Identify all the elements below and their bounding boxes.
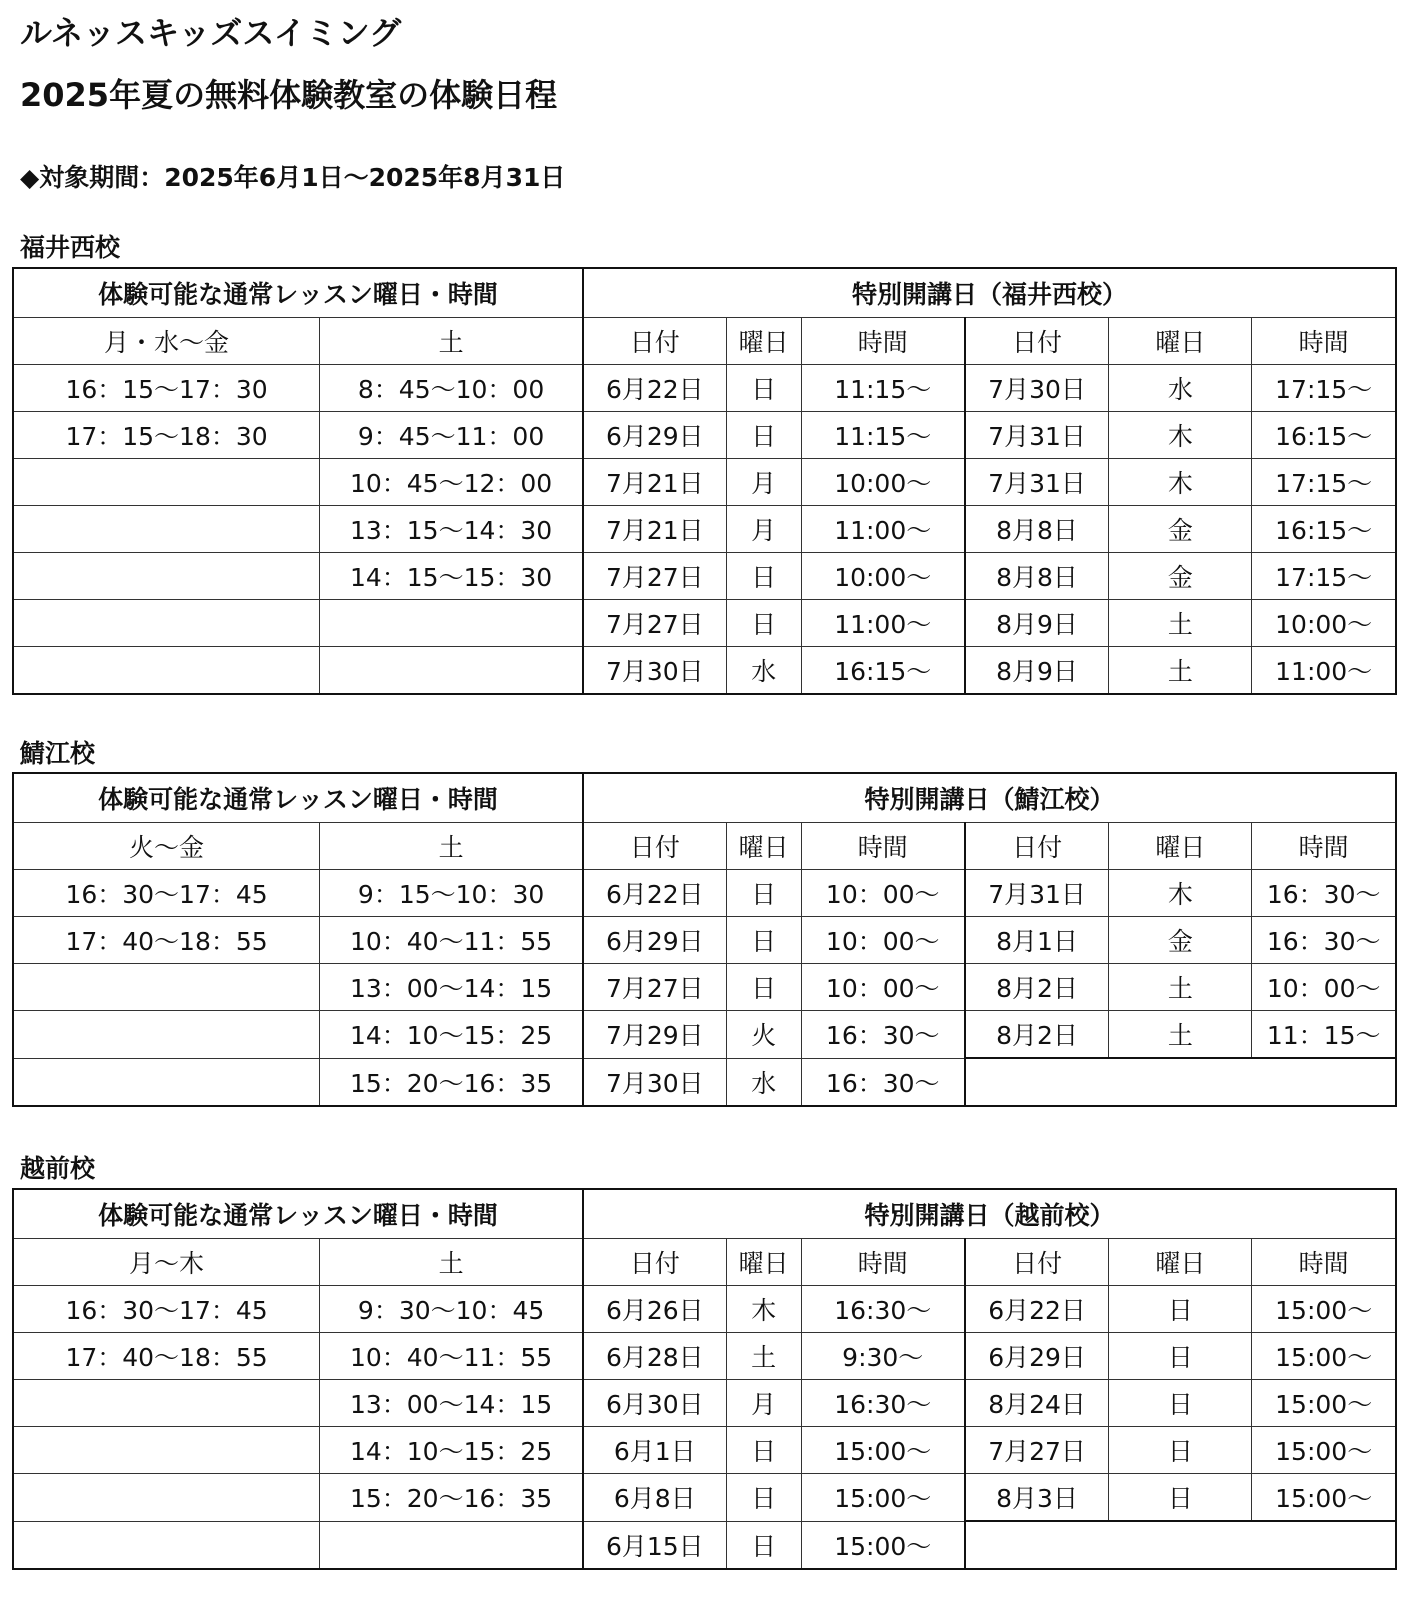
special-weekday: 日 (726, 553, 801, 600)
col-header-special-5: 時間 (1252, 318, 1396, 365)
col-header-special-5: 時間 (1252, 1239, 1396, 1286)
regular-saturday-time: 9：30～10：45 (320, 1286, 583, 1333)
special-empty-merged (965, 1058, 1396, 1106)
special-weekday: 日 (1109, 1286, 1252, 1333)
special-time: 10:00～ (801, 459, 965, 506)
schedule-table-sabae (12, 772, 1397, 1107)
regular-saturday-time: 15：20～16：35 (320, 1058, 583, 1106)
special-time: 16：30～ (801, 1011, 965, 1059)
col-header-saturday: 土 (320, 823, 583, 870)
special-weekday: 土 (726, 1333, 801, 1380)
target-period: ◆対象期間：2025年6月1日～2025年8月31日 (20, 163, 566, 192)
special-date: 7月27日 (965, 1427, 1109, 1474)
special-time: 11：15～ (1252, 1011, 1396, 1059)
special-date: 8月9日 (965, 600, 1109, 647)
special-date: 6月15日 (583, 1521, 726, 1569)
special-weekday: 火 (726, 1011, 801, 1059)
col-header-special-1: 曜日 (726, 823, 801, 870)
special-time: 15:00～ (801, 1521, 965, 1569)
special-time: 16:30～ (801, 1380, 965, 1427)
special-weekday: 月 (726, 1380, 801, 1427)
special-date: 6月8日 (583, 1474, 726, 1522)
regular-saturday-time: 14：15～15：30 (320, 553, 583, 600)
special-time: 10：00～ (801, 917, 965, 964)
special-time: 11:00～ (801, 506, 965, 553)
special-date: 7月21日 (583, 459, 726, 506)
regular-saturday-time: 10：45～12：00 (320, 459, 583, 506)
special-date: 7月21日 (583, 506, 726, 553)
regular-weekday-time (13, 1058, 320, 1106)
special-time: 15:00～ (1252, 1427, 1396, 1474)
col-header-saturday: 土 (320, 1239, 583, 1286)
special-time: 17:15～ (1252, 459, 1396, 506)
special-date: 8月9日 (965, 647, 1109, 695)
col-header-special-2: 時間 (801, 318, 965, 365)
special-days-header: 特別開講日（鯖江校） (583, 773, 1396, 823)
special-days-header: 特別開講日（福井西校） (583, 268, 1396, 318)
special-date: 6月22日 (583, 365, 726, 412)
regular-weekday-time: 17：40～18：55 (13, 1333, 320, 1380)
special-time: 15:00～ (1252, 1380, 1396, 1427)
col-header-special-5: 時間 (1252, 823, 1396, 870)
special-weekday: 木 (726, 1286, 801, 1333)
special-weekday: 日 (726, 365, 801, 412)
schedule-table-echizen (12, 1188, 1397, 1570)
special-time: 10:00～ (801, 553, 965, 600)
special-weekday: 金 (1109, 506, 1252, 553)
special-date: 6月22日 (583, 870, 726, 917)
special-time: 11:00～ (801, 600, 965, 647)
special-date: 7月31日 (965, 870, 1109, 917)
special-weekday: 日 (1109, 1427, 1252, 1474)
school-name-fukui-nishi: 福井西校 (20, 233, 121, 262)
special-date: 6月26日 (583, 1286, 726, 1333)
regular-saturday-time: 13：15～14：30 (320, 506, 583, 553)
regular-weekday-time: 17：40～18：55 (13, 917, 320, 964)
special-time: 10：00～ (1252, 964, 1396, 1011)
special-weekday: 日 (726, 870, 801, 917)
col-header-weekday: 月～木 (13, 1239, 320, 1286)
special-time: 17:15～ (1252, 553, 1396, 600)
special-weekday: 水 (726, 1058, 801, 1106)
regular-saturday-time: 14：10～15：25 (320, 1011, 583, 1059)
special-date: 6月29日 (965, 1333, 1109, 1380)
special-weekday: 日 (726, 1521, 801, 1569)
special-time: 17:15～ (1252, 365, 1396, 412)
special-time: 11:15～ (801, 412, 965, 459)
special-date: 6月30日 (583, 1380, 726, 1427)
special-date: 6月28日 (583, 1333, 726, 1380)
special-time: 16:15～ (1252, 412, 1396, 459)
col-header-saturday: 土 (320, 318, 583, 365)
regular-saturday-time: 9：15～10：30 (320, 870, 583, 917)
special-weekday: 木 (1109, 870, 1252, 917)
regular-saturday-time: 13：00～14：15 (320, 1380, 583, 1427)
col-header-special-1: 曜日 (726, 318, 801, 365)
special-weekday: 日 (726, 1474, 801, 1522)
schedule-table-fukui-nishi (12, 267, 1397, 695)
col-header-special-0: 日付 (583, 823, 726, 870)
special-time: 15:00～ (1252, 1474, 1396, 1522)
special-weekday: 日 (726, 412, 801, 459)
col-header-special-4: 曜日 (1109, 318, 1252, 365)
regular-lessons-header: 体験可能な通常レッスン曜日・時間 (13, 1189, 583, 1239)
col-header-special-2: 時間 (801, 823, 965, 870)
regular-saturday-time: 8：45～10：00 (320, 365, 583, 412)
special-weekday: 日 (1109, 1474, 1252, 1522)
special-date: 7月30日 (583, 647, 726, 695)
special-date: 7月30日 (583, 1058, 726, 1106)
special-time: 9:30～ (801, 1333, 965, 1380)
special-time: 16：30～ (801, 1058, 965, 1106)
col-header-special-2: 時間 (801, 1239, 965, 1286)
special-date: 7月27日 (583, 600, 726, 647)
regular-lessons-header: 体験可能な通常レッスン曜日・時間 (13, 773, 583, 823)
special-weekday: 日 (1109, 1380, 1252, 1427)
special-time: 16：30～ (1252, 870, 1396, 917)
special-weekday: 土 (1109, 1011, 1252, 1059)
special-date: 7月31日 (965, 459, 1109, 506)
regular-weekday-time: 17：15～18：30 (13, 412, 320, 459)
special-date: 6月29日 (583, 917, 726, 964)
regular-weekday-time (13, 1474, 320, 1522)
special-time: 11:00～ (1252, 647, 1396, 695)
special-date: 8月2日 (965, 1011, 1109, 1059)
special-time: 15:00～ (801, 1474, 965, 1522)
school-name-echizen: 越前校 (20, 1154, 96, 1183)
special-date: 7月30日 (965, 365, 1109, 412)
regular-saturday-time (320, 647, 583, 695)
special-weekday: 土 (1109, 647, 1252, 695)
col-header-special-0: 日付 (583, 318, 726, 365)
title-line-1: ルネッスキッズスイミング (20, 14, 402, 52)
special-weekday: 金 (1109, 553, 1252, 600)
special-date: 7月27日 (583, 964, 726, 1011)
special-weekday: 木 (1109, 459, 1252, 506)
special-weekday: 水 (726, 647, 801, 695)
special-time: 16：30～ (1252, 917, 1396, 964)
col-header-weekday: 月・水～金 (13, 318, 320, 365)
special-weekday: 日 (726, 1427, 801, 1474)
special-date: 6月29日 (583, 412, 726, 459)
regular-saturday-time: 10：40～11：55 (320, 917, 583, 964)
regular-saturday-time: 9：45～11：00 (320, 412, 583, 459)
special-weekday: 水 (1109, 365, 1252, 412)
special-date: 8月24日 (965, 1380, 1109, 1427)
regular-saturday-time: 15：20～16：35 (320, 1474, 583, 1522)
special-time: 16:15～ (801, 647, 965, 695)
special-weekday: 日 (726, 917, 801, 964)
special-weekday: 木 (1109, 412, 1252, 459)
special-weekday: 日 (726, 964, 801, 1011)
col-header-special-3: 日付 (965, 1239, 1109, 1286)
special-date: 8月8日 (965, 506, 1109, 553)
special-weekday: 土 (1109, 600, 1252, 647)
col-header-special-0: 日付 (583, 1239, 726, 1286)
special-weekday: 日 (1109, 1333, 1252, 1380)
regular-saturday-time (320, 600, 583, 647)
special-date: 6月1日 (583, 1427, 726, 1474)
special-date: 7月27日 (583, 553, 726, 600)
regular-weekday-time (13, 553, 320, 600)
regular-weekday-time (13, 1380, 320, 1427)
regular-weekday-time: 16：30～17：45 (13, 1286, 320, 1333)
special-time: 16:15～ (1252, 506, 1396, 553)
special-time: 15:00～ (1252, 1333, 1396, 1380)
regular-weekday-time: 16：30～17：45 (13, 870, 320, 917)
regular-weekday-time: 16：15～17：30 (13, 365, 320, 412)
special-date: 6月22日 (965, 1286, 1109, 1333)
col-header-weekday: 火～金 (13, 823, 320, 870)
col-header-special-4: 曜日 (1109, 823, 1252, 870)
regular-weekday-time (13, 1521, 320, 1569)
col-header-special-3: 日付 (965, 823, 1109, 870)
school-name-sabae: 鯖江校 (20, 739, 96, 768)
special-weekday: 金 (1109, 917, 1252, 964)
special-date: 8月2日 (965, 964, 1109, 1011)
special-date: 8月3日 (965, 1474, 1109, 1522)
special-date: 8月1日 (965, 917, 1109, 964)
special-time: 11:15～ (801, 365, 965, 412)
special-date: 7月31日 (965, 412, 1109, 459)
regular-saturday-time: 10：40～11：55 (320, 1333, 583, 1380)
title-line-2: 2025年夏の無料体験教室の体験日程 (20, 76, 558, 114)
special-time: 16:30～ (801, 1286, 965, 1333)
special-weekday: 土 (1109, 964, 1252, 1011)
special-days-header: 特別開講日（越前校） (583, 1189, 1396, 1239)
special-time: 10：00～ (801, 964, 965, 1011)
regular-saturday-time: 14：10～15：25 (320, 1427, 583, 1474)
regular-weekday-time (13, 600, 320, 647)
regular-saturday-time: 13：00～14：15 (320, 964, 583, 1011)
special-date: 7月29日 (583, 1011, 726, 1059)
regular-weekday-time (13, 1427, 320, 1474)
special-time: 10：00～ (801, 870, 965, 917)
col-header-special-4: 曜日 (1109, 1239, 1252, 1286)
regular-weekday-time (13, 964, 320, 1011)
col-header-special-1: 曜日 (726, 1239, 801, 1286)
col-header-special-3: 日付 (965, 318, 1109, 365)
special-weekday: 月 (726, 506, 801, 553)
regular-lessons-header: 体験可能な通常レッスン曜日・時間 (13, 268, 583, 318)
regular-weekday-time (13, 1011, 320, 1059)
special-weekday: 日 (726, 600, 801, 647)
regular-weekday-time (13, 506, 320, 553)
special-time: 10:00～ (1252, 600, 1396, 647)
special-time: 15:00～ (801, 1427, 965, 1474)
special-time: 15:00～ (1252, 1286, 1396, 1333)
special-date: 8月8日 (965, 553, 1109, 600)
regular-saturday-time (320, 1521, 583, 1569)
special-weekday: 月 (726, 459, 801, 506)
special-empty-merged (965, 1521, 1396, 1569)
regular-weekday-time (13, 647, 320, 695)
regular-weekday-time (13, 459, 320, 506)
